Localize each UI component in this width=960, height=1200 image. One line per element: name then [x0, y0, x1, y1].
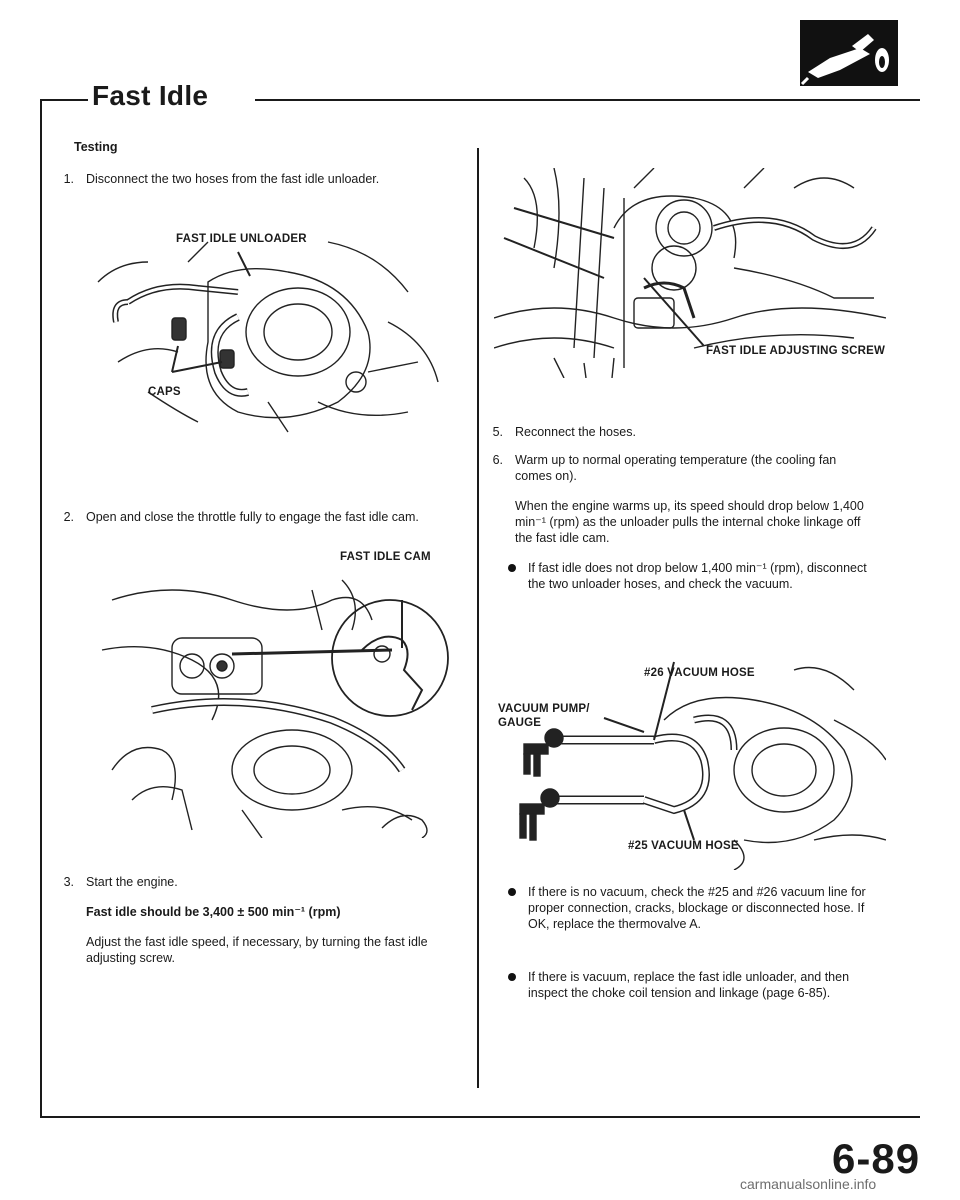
bullet-text: If fast idle does not drop below 1,400 min⁻¹ (rpm), disconnect the two unloader hoses, and check the vacuum.: [528, 561, 867, 591]
figure-vacuum-pump-gauge: [494, 660, 886, 870]
label-26-vacuum-hose: #26 VACUUM HOSE: [644, 667, 755, 679]
footer-watermark: carmanualsonline.info: [740, 1176, 877, 1192]
step-text: Warm up to normal operating temperature (the cooling fan comes on).: [515, 453, 837, 483]
warmup-note: When the engine warms up, its speed should drop below 1,400 min⁻¹ (rpm) as the unloader pulls the internal choke linkage off the fast idle cam.: [515, 499, 864, 545]
page-title: Fast Idle: [92, 80, 209, 111]
figure-fast-idle-cam: [92, 570, 468, 838]
label-fast-idle-unloader: FAST IDLE UNLOADER: [176, 233, 307, 245]
figure-fast-idle-unloader: [88, 222, 468, 440]
bullet-text: If there is no vacuum, check the #25 and #26 vacuum line for proper connection, cracks, blockage or disconnected hose. If OK, replace the thermovalve A.: [528, 885, 866, 931]
step-number: 5.: [492, 425, 503, 439]
bullet-vacuum-present: [508, 969, 871, 1019]
column-divider: [477, 148, 479, 1088]
fast-idle-spec: Fast idle should be 3,400 ± 500 min⁻¹ (rpm): [86, 905, 341, 919]
page-frame-top-right: [255, 99, 920, 101]
label-caps: CAPS: [148, 386, 181, 398]
step-text: Reconnect the hoses.: [515, 425, 636, 439]
step-5: [483, 424, 873, 442]
bullet-check-vacuum: [508, 560, 871, 610]
step-3: [54, 874, 474, 892]
label-gauge: GAUGE: [498, 717, 542, 729]
label-25-vacuum-hose: #25 VACUUM HOSE: [628, 840, 739, 852]
bullet-dot: [508, 973, 516, 981]
step-6: [483, 452, 873, 486]
page-frame-bottom: [40, 1116, 920, 1118]
page-number: 6-89: [832, 1135, 921, 1182]
label-fast-idle-cam: FAST IDLE CAM: [340, 551, 431, 563]
bullet-no-vacuum: [508, 884, 871, 950]
bullet-text: If there is vacuum, replace the fast idle unloader, and then inspect the choke coil tension and linkage (page 6-85).: [528, 970, 850, 1000]
step-number: 2.: [63, 510, 74, 524]
bullet-dot: [508, 564, 516, 572]
section-heading: Testing: [74, 140, 118, 154]
step-1: [54, 171, 474, 189]
page-frame-top-left: [40, 99, 88, 101]
step-text: Start the engine.: [86, 875, 178, 889]
bullet-dot: [508, 888, 516, 896]
label-fast-idle-adjusting-screw: FAST IDLE ADJUSTING SCREW: [706, 345, 885, 357]
step-number: 1.: [63, 172, 74, 186]
adjust-note: Adjust the fast idle speed, if necessary, by turning the fast idle adjusting screw.: [86, 935, 428, 965]
step-number: 3.: [63, 875, 74, 889]
step-number: 6.: [492, 453, 503, 467]
step-2: [54, 509, 474, 543]
page-frame-left: [40, 99, 42, 1117]
step-text: Disconnect the two hoses from the fast idle unloader.: [86, 172, 380, 186]
fuel-system-logo-icon: [800, 20, 898, 86]
label-vacuum-pump: VACUUM PUMP/: [498, 703, 590, 715]
step-text: Open and close the throttle fully to engage the fast idle cam.: [86, 510, 419, 524]
